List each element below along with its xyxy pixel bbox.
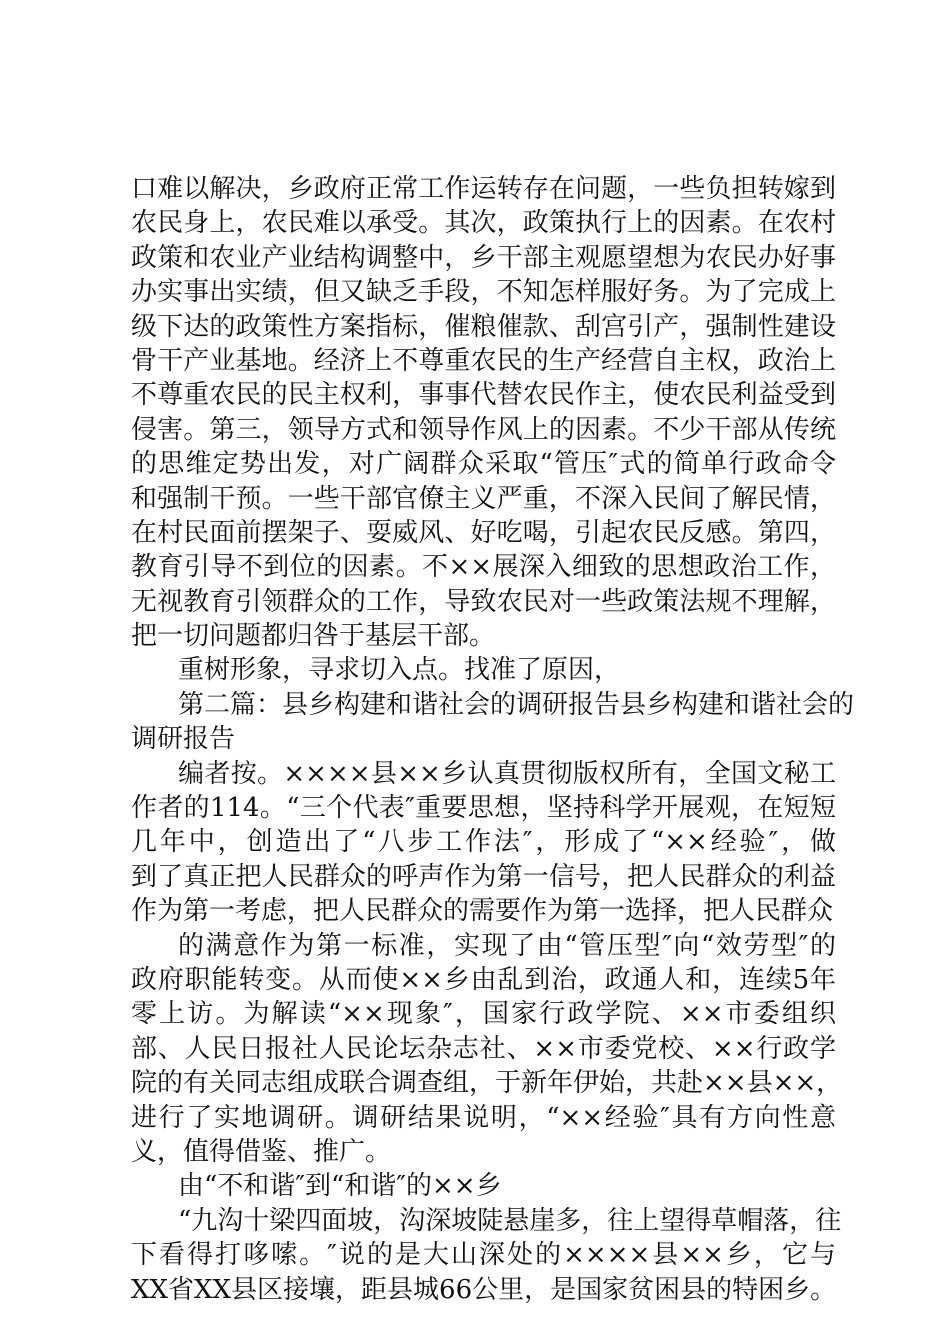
- text-line: 和强制干预。一些干部官僚主义严重，不深入民间了解民情，: [131, 483, 836, 514]
- text-line: 农民身上，农民难以承受。其次，政策执行上的因素。在农村: [131, 208, 836, 239]
- text-line: 骨干产业基地。经济上不尊重农民的生产经营自主权，政治上: [131, 345, 836, 376]
- text-line: 把一切问题都归咎于基层干部。: [131, 621, 496, 652]
- text-line: 义，值得借鉴、推广。: [131, 1136, 392, 1167]
- text-line: XX省XX县区接壤，距县城66公里，是国家贫困县的特困乡。: [131, 1274, 837, 1305]
- text-line: 零上访。为解读“××现象″，国家行政学院、××市委组织: [131, 999, 836, 1030]
- text-line: 无视教育引领群众的工作，导致农民对一些政策法规不理解，: [131, 586, 836, 617]
- text-line: 的思维定势出发，对广阔群众采取“管压″式的简单行政命令: [131, 449, 836, 480]
- text-line: 政策和农业产业结构调整中，乡干部主观愿望想为农民办好事: [131, 242, 836, 273]
- text-line: 院的有关同志组成联合调查组，于新年伊始，共赴××县××，: [131, 1068, 843, 1099]
- text-line: 作为第一考虑，把人民群众的需要作为第一选择，把人民群众: [131, 896, 834, 927]
- text-line: 作者的114。“三个代表″重要思想，坚持科学开展观，在短短: [131, 793, 836, 824]
- text-line: 教育引导不到位的因素。不××展深入细致的思想政治工作，: [131, 552, 836, 583]
- text-line: 在村民面前摆架子、耍威风、好吃喝，引起农民反感。第四，: [131, 517, 836, 548]
- text-line: 侵害。第三，领导方式和领导作风上的因素。不少干部从传统: [131, 414, 836, 445]
- document-body: [131, 172, 855, 1307]
- text-line: 第二篇：县乡构建和谐社会的调研报告县乡构建和谐社会的: [178, 689, 855, 720]
- text-line: 不尊重农民的民主权利，事事代替农民作主，使农民利益受到: [131, 380, 836, 411]
- text-line: 级下达的政策性方案指标，催粮催款、刮宫引产，强制性建设: [131, 311, 836, 342]
- text-line: 调研报告: [131, 724, 236, 755]
- text-line: 口难以解决，乡政府正常工作运转存在问题，一些负担转嫁到: [131, 174, 836, 204]
- text-line: 的满意作为第一标准，实现了由“管压型″向“效劳型″的: [178, 930, 836, 961]
- text-line: 由“不和谐″到“和谐″的××乡: [178, 1171, 502, 1202]
- text-line: 政府职能转变。从而使××乡由乱到治，政通人和，连续5年: [131, 964, 836, 995]
- text-line: 几年中，创造出了“八步工作法″，形成了“××经验″，做: [131, 827, 836, 858]
- text-line: 到了真正把人民群众的呼声作为第一信号，把人民群众的利益: [131, 861, 836, 892]
- text-line: “九沟十梁四面坡，沟深坡陡悬崖多，往上望得草帽落，往: [178, 1205, 842, 1236]
- text-line: 办实事出实绩，但又缺乏手段，不知怎样服好务。为了完成上: [131, 277, 836, 308]
- text-line: 重树形象，寻求切入点。找准了原因，: [178, 655, 621, 686]
- text-line: 下看得打哆嗦。″说的是大山深处的××××县××乡，它与: [131, 1240, 836, 1271]
- text-line: 进行了实地调研。调研结果说明，“××经验″具有方向性意: [131, 1102, 836, 1133]
- text-line: 部、人民日报社人民论坛杂志社、××市委党校、××行政学: [131, 1033, 836, 1064]
- text-line: 编者按。××××县××乡认真贯彻版权所有，全国文秘工: [178, 758, 836, 789]
